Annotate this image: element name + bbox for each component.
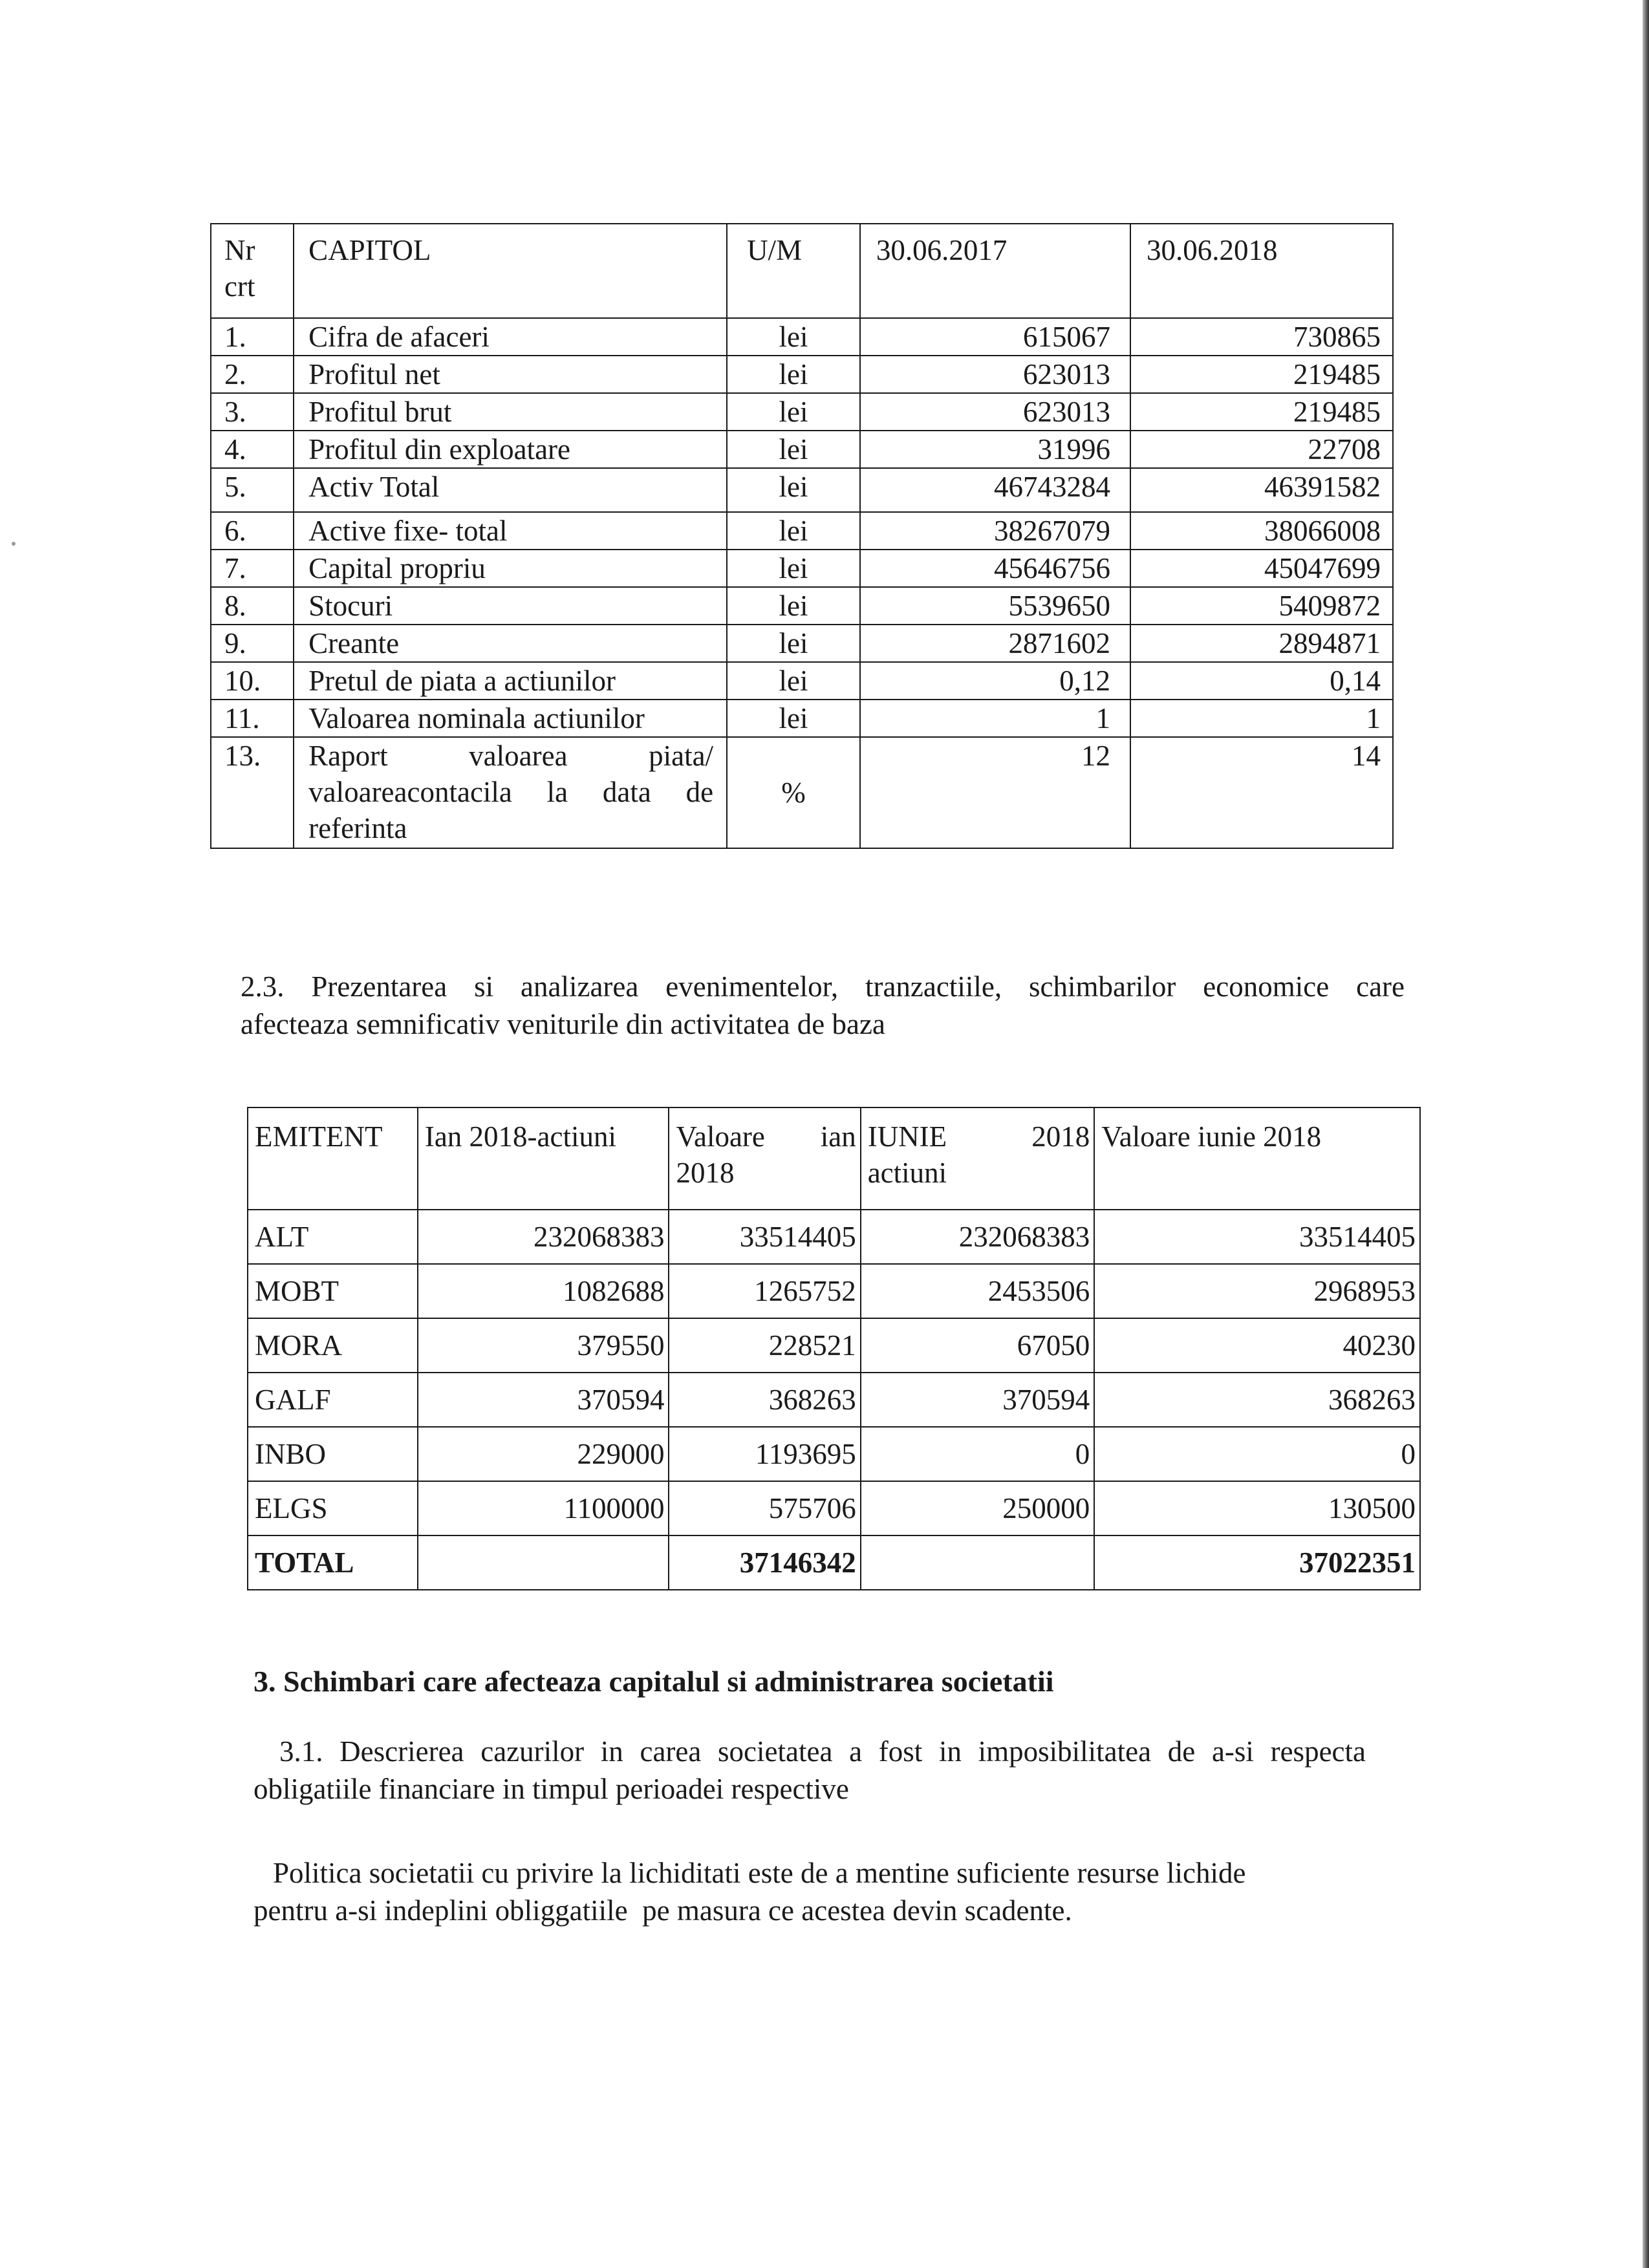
- cell-valoare-iunie: 0: [1094, 1427, 1420, 1481]
- table-row: [211, 512, 1393, 550]
- cell-value-2017: 623013: [860, 393, 1130, 431]
- section-2-3-line-1: 2.3. Prezentarea si analizarea evenimentelor, tranzactiile, schimbarilor economice care: [241, 970, 1405, 1003]
- cell-value-2017: 2871602: [860, 625, 1130, 662]
- cell-valoare-iunie: 2968953: [1094, 1264, 1420, 1318]
- cell-um: lei: [727, 356, 860, 393]
- cell-um: lei: [727, 318, 860, 356]
- cell-um: lei: [727, 468, 860, 512]
- table-row: [248, 1264, 1420, 1318]
- cell-iunie-actiuni: 2453506: [861, 1264, 1095, 1318]
- header-capitol: CAPITOL: [294, 224, 727, 318]
- cell-valoare-iunie: 368263: [1094, 1373, 1420, 1427]
- cell-nr: 4.: [211, 431, 294, 468]
- table-row: [211, 356, 1393, 393]
- cell-iunie-actiuni: 232068383: [861, 1210, 1095, 1264]
- cell-capitol: Profitul net: [294, 356, 727, 393]
- cell-value-2017: 623013: [860, 356, 1130, 393]
- header-valoare-ian: Valoare ian 2018: [669, 1107, 860, 1210]
- cell-emitent: ALT: [248, 1210, 418, 1264]
- cell-ian-actiuni: 229000: [418, 1427, 669, 1481]
- cell-value-2017: 12: [860, 737, 1130, 848]
- cell-valoare-ian: 1193695: [669, 1427, 860, 1481]
- cell-valoare-ian: 1265752: [669, 1264, 860, 1318]
- cell-um: lei: [727, 512, 860, 550]
- cell-nr: 13.: [211, 737, 294, 848]
- table-row: [248, 1210, 1420, 1264]
- header-nr-crt: Nr crt: [211, 224, 294, 318]
- cell-valoare-ian: 575706: [669, 1481, 860, 1535]
- table-row: [211, 625, 1393, 662]
- cell-ian-actiuni: 1100000: [418, 1481, 669, 1535]
- cell-iunie-actiuni: 67050: [861, 1318, 1095, 1373]
- cell-total-valoare-iunie: 37022351: [1094, 1535, 1420, 1590]
- cell-total-valoare-ian: 37146342: [669, 1535, 860, 1590]
- cell-ian-actiuni: 232068383: [418, 1210, 669, 1264]
- cell-capitol: Raport valoarea piata/ valoareacontacila la data de referinta: [294, 737, 727, 848]
- cell-total-iunie-actiuni: [861, 1535, 1095, 1590]
- cell-iunie-actiuni: 0: [861, 1427, 1095, 1481]
- table-row: [248, 1481, 1420, 1535]
- header-iunie-actiuni: IUNIE 2018 actiuni: [861, 1107, 1095, 1210]
- table-row: [211, 318, 1393, 356]
- cell-ian-actiuni: 370594: [418, 1373, 669, 1427]
- header-valoare-iunie: Valoare iunie 2018: [1094, 1107, 1420, 1210]
- cell-total-label: TOTAL: [248, 1535, 418, 1590]
- section-3-heading: 3. Schimbari care afecteaza capitalul si administrarea societatii: [253, 1665, 1054, 1698]
- cell-capitol: Profitul brut: [294, 393, 727, 431]
- cell-value-2018: 219485: [1130, 393, 1393, 431]
- table-row: [211, 393, 1393, 431]
- cell-valoare-ian: 33514405: [669, 1210, 860, 1264]
- cell-emitent: MOBT: [248, 1264, 418, 1318]
- table-row: [211, 468, 1393, 512]
- cell-value-2017: 615067: [860, 318, 1130, 356]
- policy-line-1: Politica societatii cu privire la lichiditati este de a mentine suficiente resurse lichide: [273, 1857, 1246, 1889]
- cell-nr: 10.: [211, 662, 294, 700]
- cell-capitol: Profitul din exploatare: [294, 431, 727, 468]
- header-emitent: EMITENT: [248, 1107, 418, 1210]
- cell-value-2018: 1: [1130, 700, 1393, 737]
- cell-iunie-actiuni: 370594: [861, 1373, 1095, 1427]
- scan-edge-shadow: [1643, 0, 1649, 2268]
- cell-capitol: Creante: [294, 625, 727, 662]
- cell-valoare-iunie: 33514405: [1094, 1210, 1420, 1264]
- cell-um: lei: [727, 587, 860, 625]
- cell-capitol: Capital propriu: [294, 550, 727, 587]
- cell-ian-actiuni: 1082688: [418, 1264, 669, 1318]
- cell-valoare-ian: 368263: [669, 1373, 860, 1427]
- cell-ian-actiuni: 379550: [418, 1318, 669, 1373]
- table-row: [248, 1373, 1420, 1427]
- cell-nr: 5.: [211, 468, 294, 512]
- table-row: [248, 1318, 1420, 1373]
- cell-value-2017: 1: [860, 700, 1130, 737]
- cell-value-2017: 45646756: [860, 550, 1130, 587]
- financial-indicators-table: [210, 223, 1394, 849]
- section-2-3-paragraph: [241, 968, 1405, 1043]
- section-3-1-line-1: 3.1. Descrierea cazurilor in carea societatea a fost in imposibilitatea de a-si respecta: [279, 1735, 1366, 1768]
- cell-nr: 6.: [211, 512, 294, 550]
- cell-value-2018: 2894871: [1130, 625, 1393, 662]
- cell-capitol: Active fixe- total: [294, 512, 727, 550]
- cell-emitent: ELGS: [248, 1481, 418, 1535]
- cell-value-2018: 38066008: [1130, 512, 1393, 550]
- cell-iunie-actiuni: 250000: [861, 1481, 1095, 1535]
- table-header-row: [211, 224, 1393, 318]
- cell-valoare-iunie: 40230: [1094, 1318, 1420, 1373]
- cell-value-2017: 46743284: [860, 468, 1130, 512]
- header-date-2018: 30.06.2018: [1130, 224, 1393, 318]
- cell-valoare-ian: 228521: [669, 1318, 860, 1373]
- section-2-3-line-2: afecteaza semnificativ veniturile din activitatea de baza: [241, 1008, 885, 1040]
- cell-value-2018: 14: [1130, 737, 1393, 848]
- table-row: [211, 431, 1393, 468]
- table-total-row: [248, 1535, 1420, 1590]
- issuer-shares-table: [247, 1107, 1421, 1590]
- cell-capitol: Stocuri: [294, 587, 727, 625]
- cell-value-2017: 31996: [860, 431, 1130, 468]
- section-3-1-line-2: obligatiile financiare in timpul perioadei respective: [253, 1773, 849, 1805]
- cell-nr: 8.: [211, 587, 294, 625]
- cell-emitent: MORA: [248, 1318, 418, 1373]
- cell-um: lei: [727, 431, 860, 468]
- table-row: [211, 587, 1393, 625]
- cell-emitent: INBO: [248, 1427, 418, 1481]
- header-um: U/M: [727, 224, 860, 318]
- cell-value-2017: 38267079: [860, 512, 1130, 550]
- scan-speck: [12, 542, 16, 546]
- cell-value-2018: 22708: [1130, 431, 1393, 468]
- header-date-2017: 30.06.2017: [860, 224, 1130, 318]
- table-row: [248, 1427, 1420, 1481]
- policy-line-2: pentru a-si indeplini obliggatiile pe masura ce acestea devin scadente.: [253, 1894, 1072, 1927]
- cell-value-2018: 5409872: [1130, 587, 1393, 625]
- cell-capitol: Activ Total: [294, 468, 727, 512]
- table-header-row: [248, 1107, 1420, 1210]
- cell-um: %: [727, 737, 860, 848]
- cell-um: lei: [727, 550, 860, 587]
- cell-um: lei: [727, 625, 860, 662]
- section-3-1-paragraph: [253, 1733, 1366, 1808]
- cell-valoare-iunie: 130500: [1094, 1481, 1420, 1535]
- cell-value-2017: 5539650: [860, 587, 1130, 625]
- cell-um: lei: [727, 393, 860, 431]
- cell-um: lei: [727, 662, 860, 700]
- cell-nr: 7.: [211, 550, 294, 587]
- liquidity-policy-paragraph: [253, 1854, 1372, 1929]
- cell-value-2017: 0,12: [860, 662, 1130, 700]
- cell-nr: 1.: [211, 318, 294, 356]
- cell-total-ian-actiuni: [418, 1535, 669, 1590]
- cell-value-2018: 45047699: [1130, 550, 1393, 587]
- cell-nr: 11.: [211, 700, 294, 737]
- cell-value-2018: 730865: [1130, 318, 1393, 356]
- cell-nr: 2.: [211, 356, 294, 393]
- header-ian-actiuni: Ian 2018-actiuni: [418, 1107, 669, 1210]
- table-row: [211, 700, 1393, 737]
- table-row: [211, 550, 1393, 587]
- cell-emitent: GALF: [248, 1373, 418, 1427]
- cell-value-2018: 46391582: [1130, 468, 1393, 512]
- cell-nr: 3.: [211, 393, 294, 431]
- table-row: [211, 662, 1393, 700]
- cell-um: lei: [727, 700, 860, 737]
- cell-capitol: Valoarea nominala actiunilor: [294, 700, 727, 737]
- cell-value-2018: 0,14: [1130, 662, 1393, 700]
- cell-capitol: Pretul de piata a actiunilor: [294, 662, 727, 700]
- cell-value-2018: 219485: [1130, 356, 1393, 393]
- cell-capitol: Cifra de afaceri: [294, 318, 727, 356]
- table-row: [211, 737, 1393, 848]
- cell-nr: 9.: [211, 625, 294, 662]
